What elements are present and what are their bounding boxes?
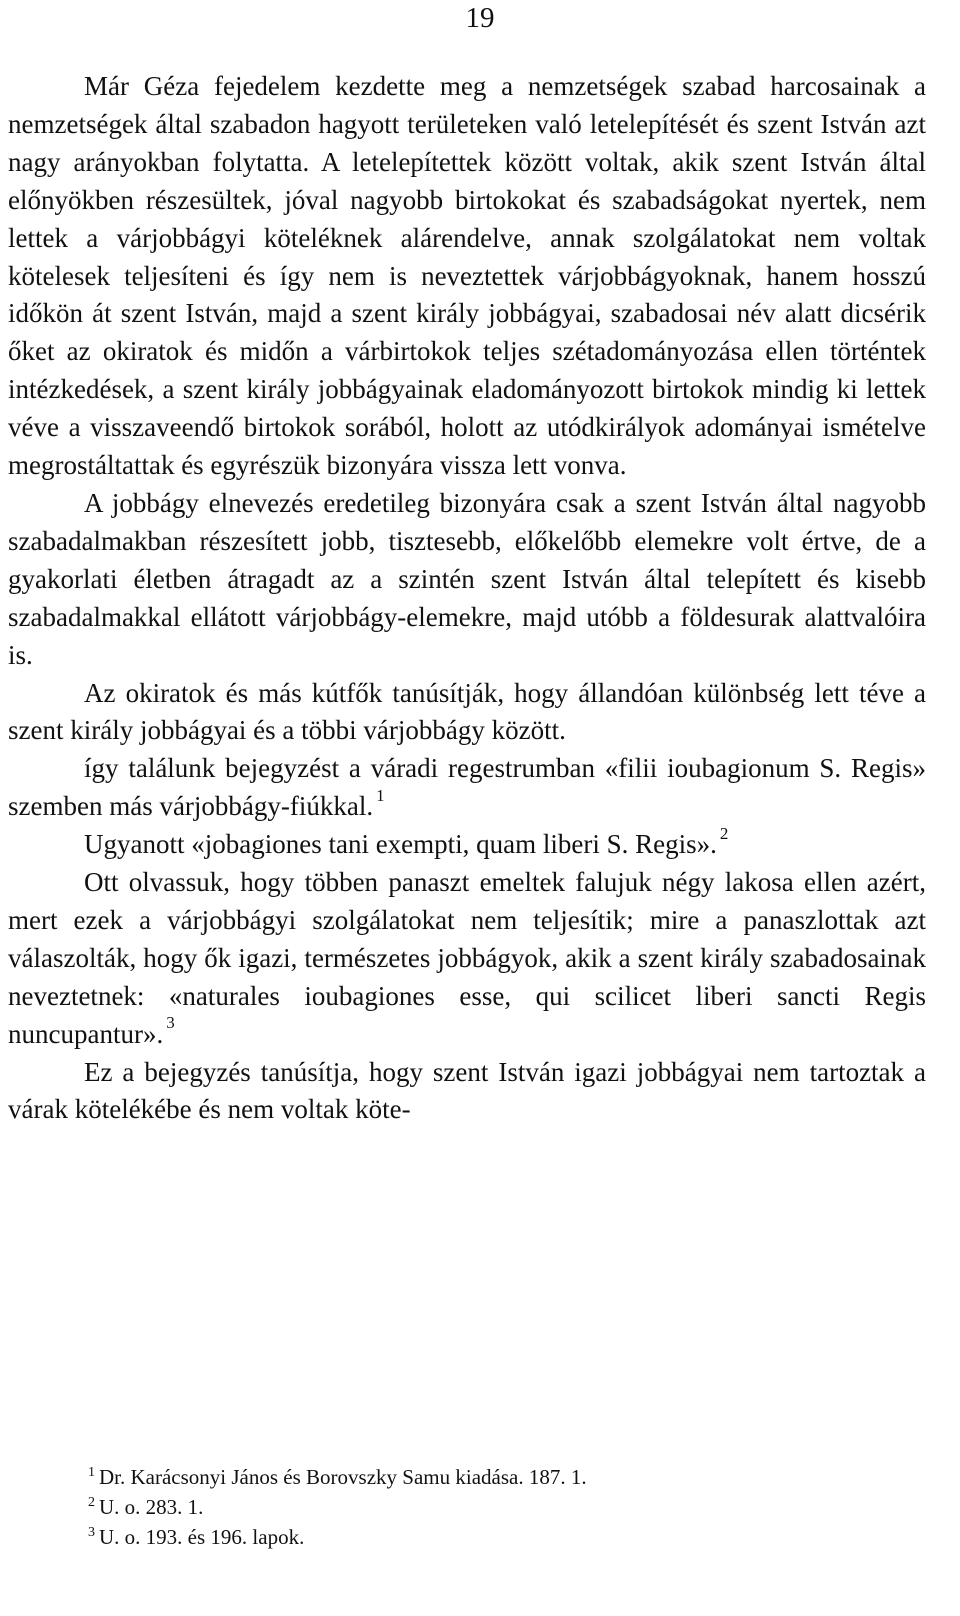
footnote-text: U. o. 193. és 196. lapok. [99,1525,305,1549]
footnote-number: 1 [88,1464,95,1480]
footnotes [88,1462,888,1552]
paragraph-text: Ott olvassuk, hogy többen panaszt emeltek falujuk négy lakosa ellen azért, mert ezek a várjobbágyi szolgálatokat nem teljesítik; mire a panaszlottak azt válaszolták, hogy ők igazi, természetes jobbágyok, akik a szent király szabadosainak neveztetnek: «naturales ioubagiones esse, qui scilicet liberi sancti Regis nuncupantur». [8,867,926,1049]
paragraph-text: Ez a bejegyzés tanúsítja, hogy szent István igazi jobbágyai nem tartoztak a várak kötelékébe és nem voltak köte- [8,1056,926,1125]
page-number: 19 [465,2,495,34]
paragraph [8,68,926,485]
footnote [88,1522,888,1552]
paragraph [8,675,926,751]
footnote-reference: 1 [376,785,385,805]
footnote-reference: 3 [166,1013,175,1033]
paragraph [8,1054,926,1130]
paragraph-text: Ugyanott «jobagiones tani exempti, quam liberi S. Regis». [84,829,717,860]
paragraph [8,823,926,864]
paragraph-text: Az okiratok és más kútfők tanúsítják, hogy állandóan különbség lett téve a szent király jobbágyai és a többi várjobbágy között. [8,677,926,746]
footnote-reference: 2 [719,823,729,843]
footnote-text: Dr. Karácsonyi János és Borovszky Samu kiadása. 187. 1. [99,1465,587,1489]
paragraph-text: Már Géza fejedelem kezdette meg a nemzetségek szabad harcosainak a nemzetségek által szabadon hagyott területeken való letelepítését és szent István azt nagy arányokban folytatta. A letelepítettek között voltak, akik szent István által előnyökben részesültek, jóval nagyobb birtokokat és szabadságokat nyertek, nem lettek a várjobbágyi köteléknek alárendelve, annak szolgálatokat nem voltak kötelesek teljesíteni és így nem is neveztettek várjobbágyoknak, hanem hosszú időkön át szent István, majd a szent király jobbágyai, szabadosai név alatt dicsérik őket az okiratok és midőn a várbirtokok teljes szétadományozása ellen történtek intézkedések, a szent király jobbágyainak eladományozott birtokok mindig ki lettek véve a visszaveendő birtokok sorából, holott az utódkirályok adományai ismételve megrostáltattak és egyrészük bizonyára vissza lett vonva. [8,71,926,481]
paragraph [8,750,926,826]
paragraph [8,485,926,675]
footnote-number: 2 [88,1494,95,1510]
paragraph-text: így találunk bejegyzést a váradi regestrumban «filii ioubagionum S. Regis» szemben más várjobbágy-fiúkkal. [8,753,926,822]
body-text [8,68,926,1129]
footnote-text: U. o. 283. 1. [99,1495,204,1519]
footnote-number: 3 [88,1524,95,1540]
paragraph-text: A jobbágy elnevezés eredetileg bizonyára csak a szent István által nagyobb szabadalmakban részesített jobb, tisztesebb, előkelőbb elemekre volt értve, de a gyakorlati életben átragadt az a szintén szent István által telepített és kisebb szabadalmakkal ellátott várjobbágy-elemekre, majd utóbb a földesurak alattvalóira is. [8,487,926,670]
footnote [88,1462,888,1492]
footnote [88,1492,888,1522]
paragraph [8,864,926,1054]
